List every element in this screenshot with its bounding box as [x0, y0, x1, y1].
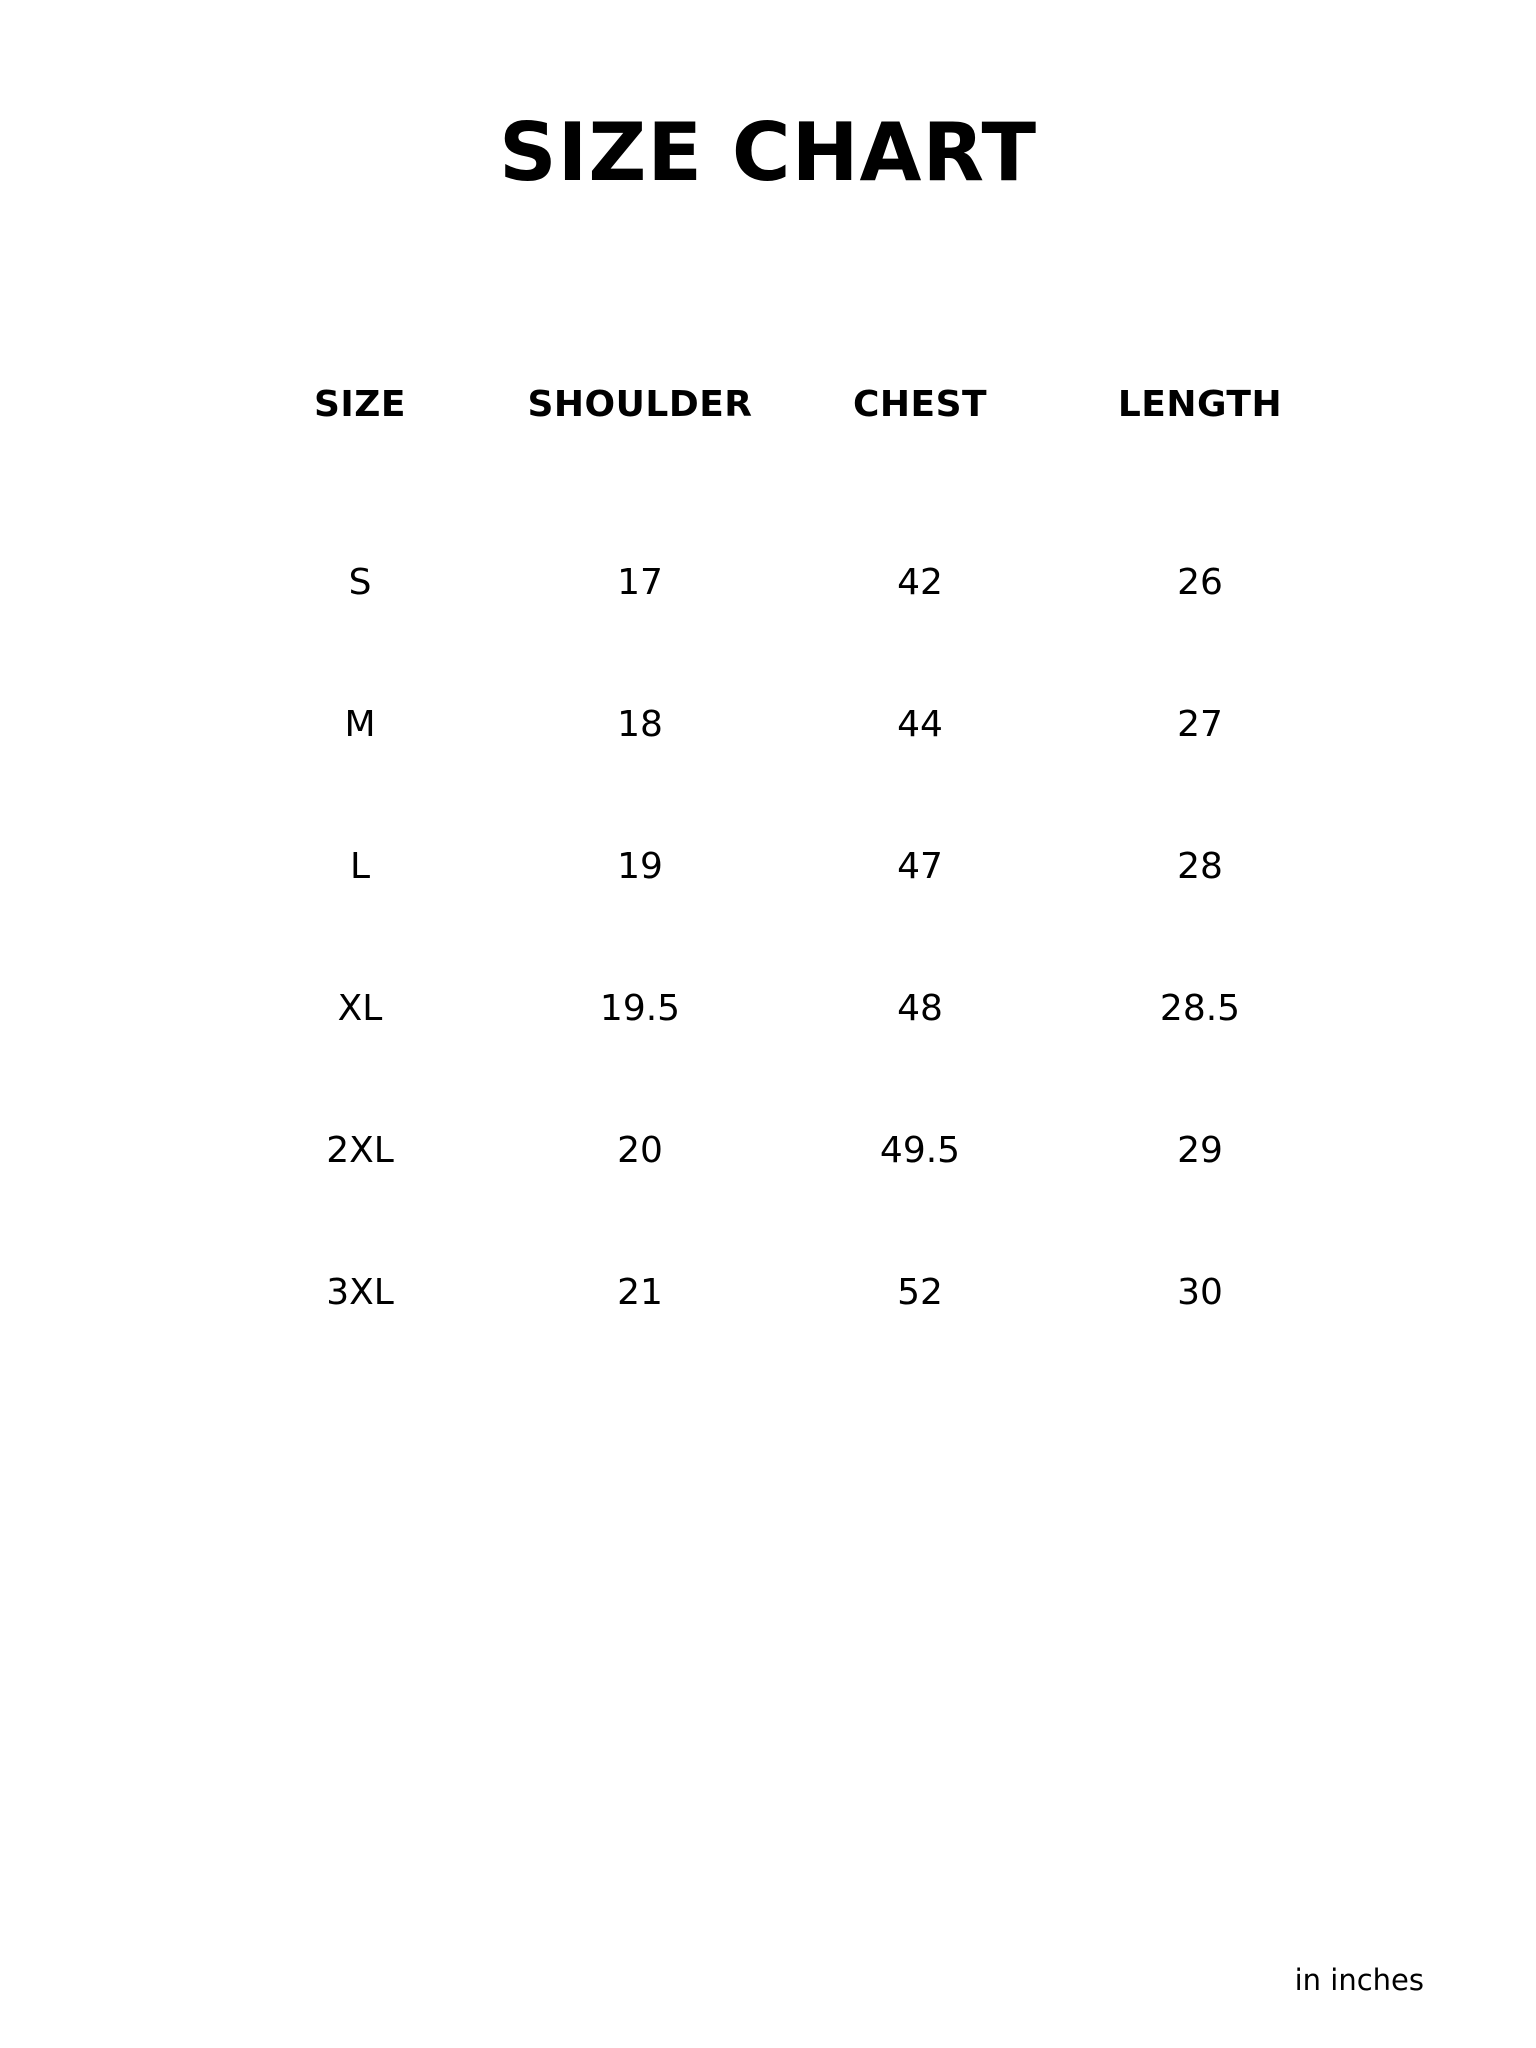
size-table — [220, 370, 1340, 1364]
cell-length: 26 — [1177, 562, 1223, 603]
cell-size: L — [349, 846, 371, 887]
cell-length: 30 — [1177, 1272, 1223, 1313]
cell-size: 2XL — [326, 1130, 394, 1171]
header-size: SIZE — [313, 384, 407, 425]
header-chest: CHEST — [852, 384, 988, 425]
cell-shoulder: 17 — [617, 562, 663, 603]
table-row — [220, 512, 1340, 654]
cell-shoulder: 18 — [617, 704, 663, 745]
table-row — [220, 654, 1340, 796]
cell-size: 3XL — [326, 1272, 394, 1313]
cell-chest: 52 — [897, 1272, 943, 1313]
table-row — [220, 1080, 1340, 1222]
table-body — [220, 512, 1340, 1364]
table-row — [220, 796, 1340, 938]
cell-length: 29 — [1177, 1130, 1223, 1171]
table-row — [220, 938, 1340, 1080]
page-title: SIZE CHART — [498, 106, 1038, 199]
cell-length: 28.5 — [1159, 988, 1241, 1029]
table-header-row — [220, 370, 1340, 440]
cell-length: 28 — [1177, 846, 1223, 887]
header-length: LENGTH — [1117, 384, 1283, 425]
cell-size: XL — [337, 988, 383, 1029]
cell-length: 27 — [1177, 704, 1223, 745]
table-row — [220, 1222, 1340, 1364]
header-shoulder: SHOULDER — [527, 384, 753, 425]
cell-shoulder: 21 — [617, 1272, 663, 1313]
cell-size: S — [348, 562, 372, 603]
units-note: in inches — [1294, 1963, 1424, 1997]
cell-shoulder: 20 — [617, 1130, 663, 1171]
cell-size: M — [344, 704, 376, 745]
cell-chest: 42 — [897, 562, 943, 603]
cell-chest: 49.5 — [879, 1130, 961, 1171]
cell-chest: 44 — [897, 704, 943, 745]
cell-shoulder: 19.5 — [599, 988, 681, 1029]
cell-chest: 48 — [897, 988, 943, 1029]
cell-chest: 47 — [897, 846, 943, 887]
cell-shoulder: 19 — [617, 846, 663, 887]
